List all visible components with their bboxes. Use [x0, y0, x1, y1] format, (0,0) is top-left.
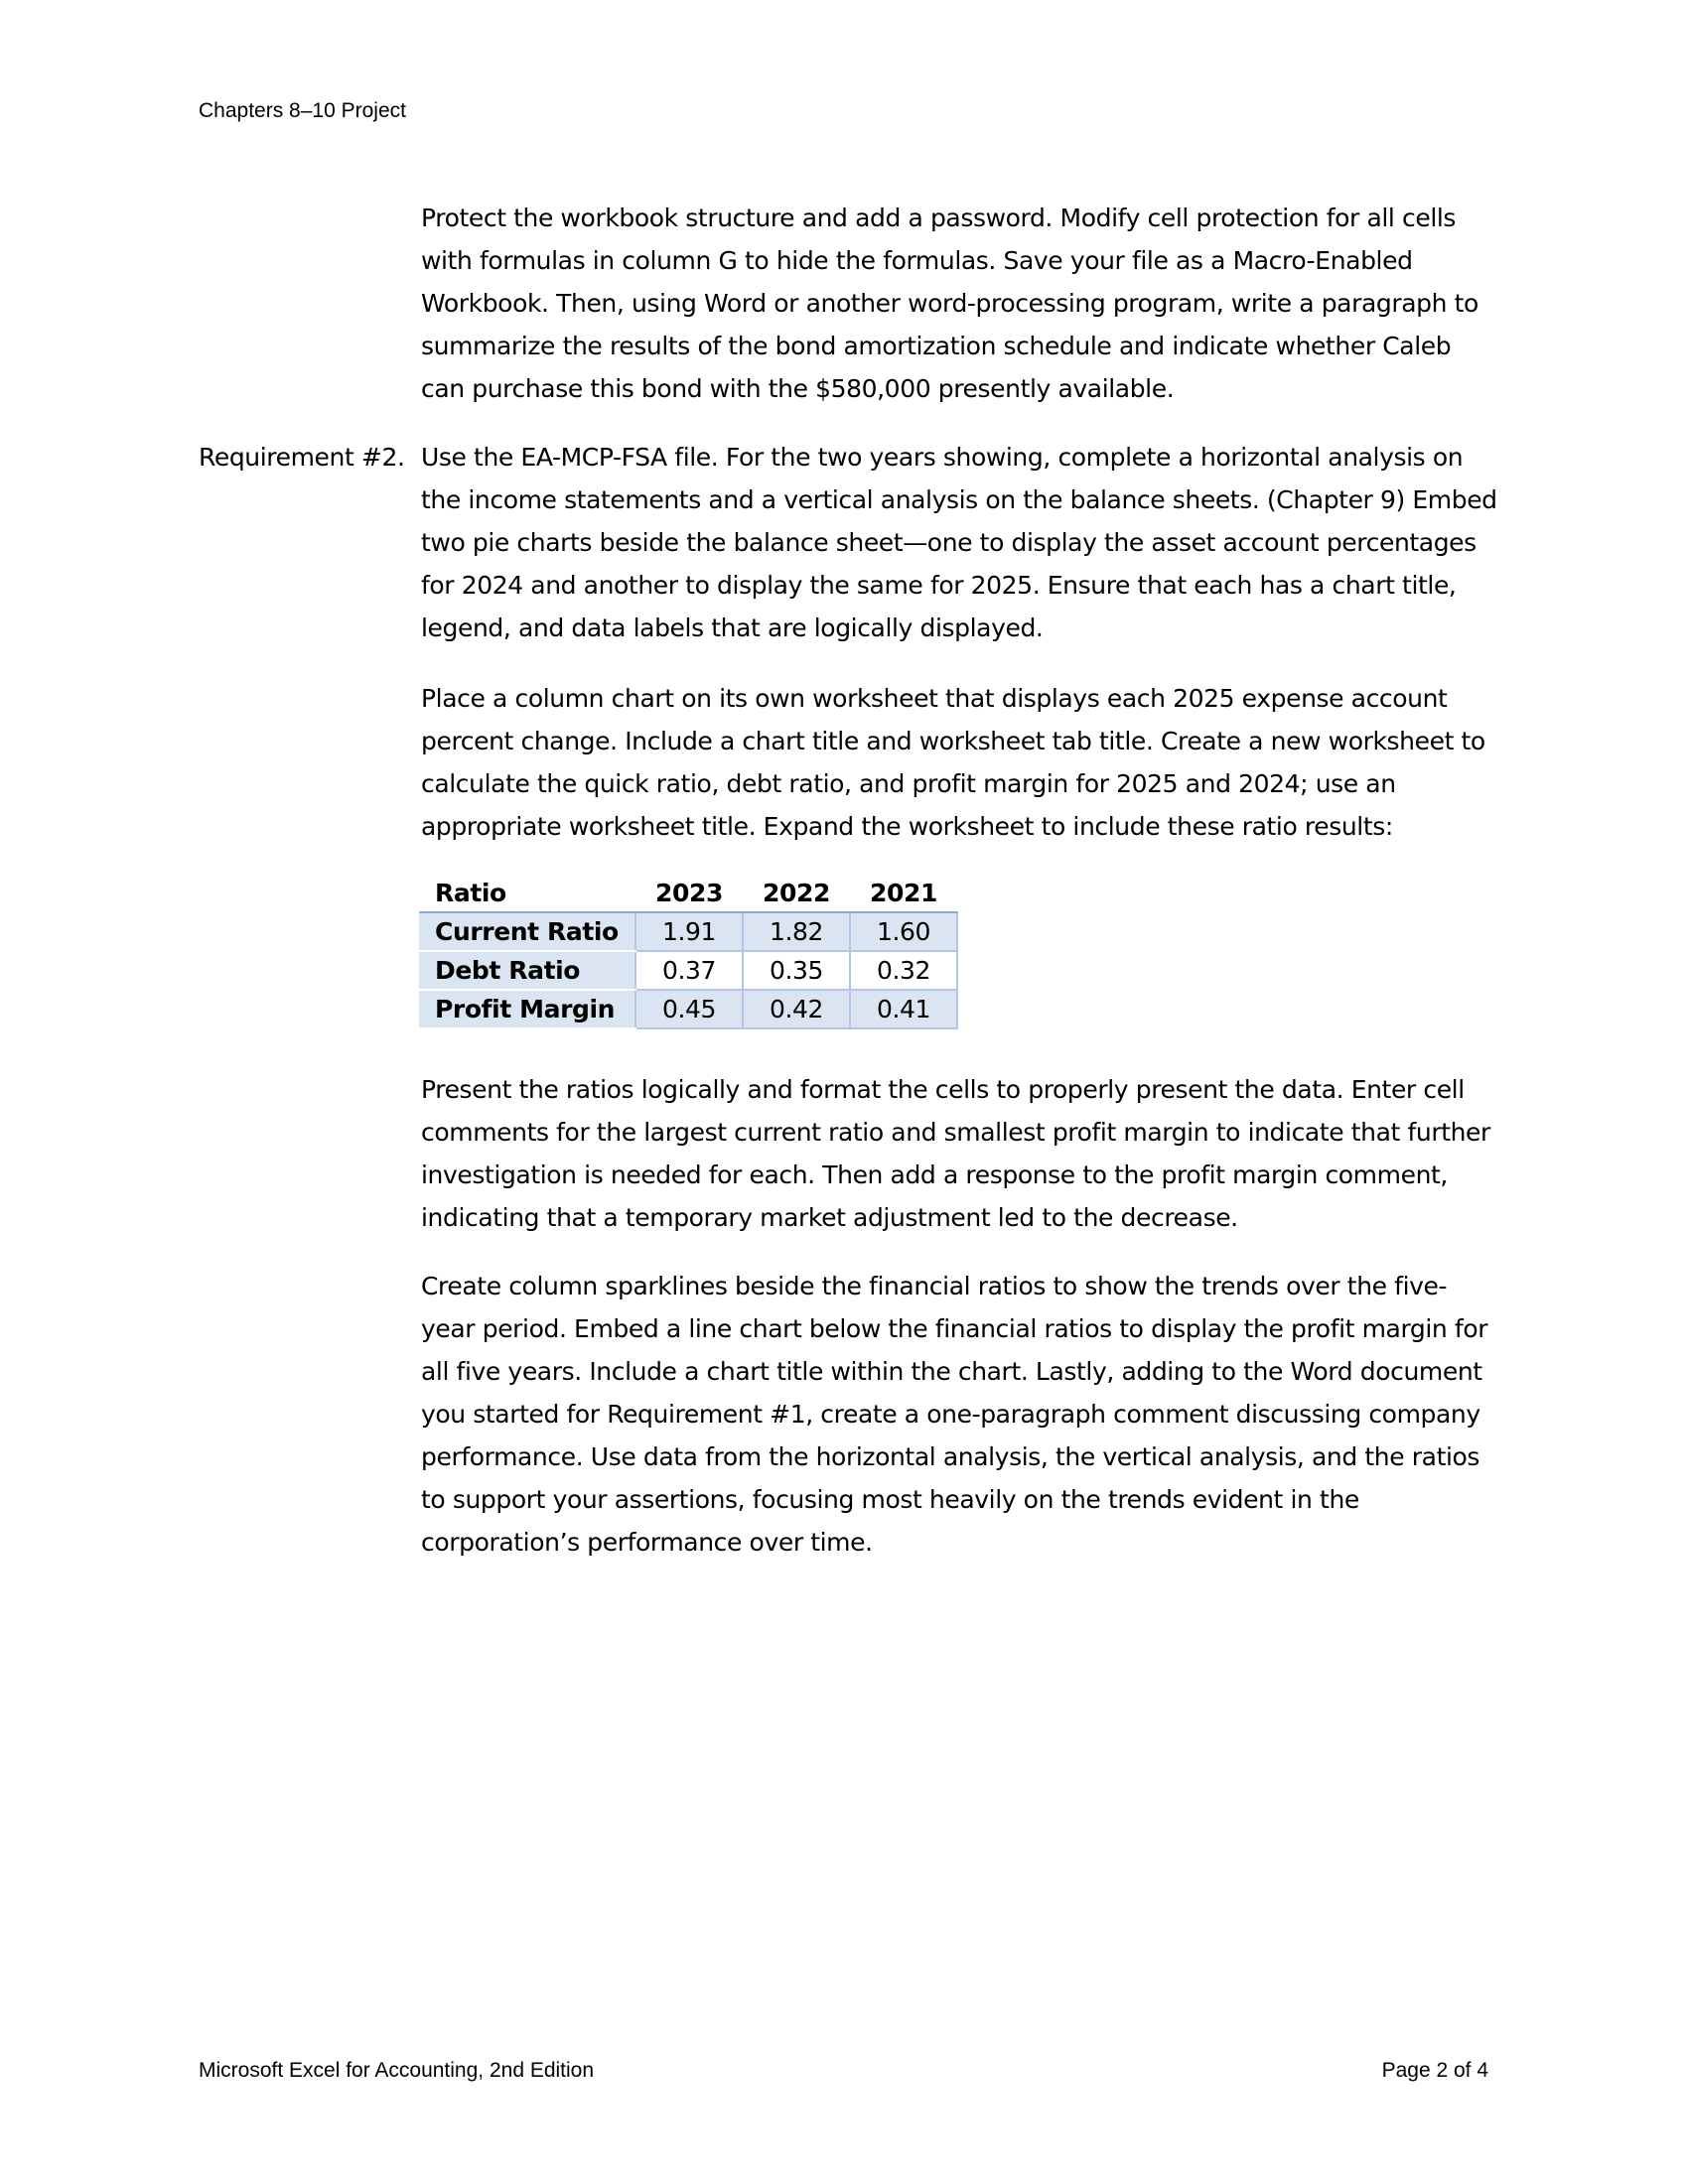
- requirement-2-label: Requirement #2.: [199, 443, 405, 472]
- ratio-table-header-ratio: Ratio: [419, 875, 635, 912]
- table-cell: 0.45: [635, 990, 743, 1028]
- footer-book-title: Microsoft Excel for Accounting, 2nd Edition: [199, 2059, 595, 2082]
- table-cell: 1.60: [850, 912, 957, 951]
- table-cell: 0.41: [850, 990, 957, 1028]
- ratio-table-header-year: 2021: [850, 875, 957, 912]
- table-cell: 0.32: [850, 951, 957, 990]
- paragraph-requirement-2: Use the EA-MCP-FSA file. For the two years showing, complete a horizontal analysis on the income statements and a vertical analysis on the balance sheets. (Chapter 9) Embed two pie charts beside the balance sheet—one to display the asset account percentages for 2024 and another to display the same for 2025. Ensure that each has a chart title, legend, and data labels that are logically displayed.: [421, 443, 1497, 642]
- paragraph-column-chart: Place a column chart on its own worksheet that displays each 2025 expense account percent change. Include a chart title and worksheet tab title. Create a new worksheet to calculate the quick ratio, debt ratio, and profit margin for 2025 and 2024; use an appropriate worksheet title. Expand the worksheet to include these ratio results:: [421, 684, 1485, 841]
- table-cell: 0.42: [743, 990, 850, 1028]
- row-label-profit-margin: Profit Margin: [419, 990, 635, 1028]
- ratio-table-header-year: 2023: [635, 875, 743, 912]
- footer-page-number: Page 2 of 4: [1381, 2059, 1488, 2082]
- table-cell: 0.37: [635, 951, 743, 990]
- row-label-current-ratio: Current Ratio: [419, 912, 635, 951]
- ratio-table-header-year: 2022: [743, 875, 850, 912]
- table-row: [419, 951, 957, 990]
- ratio-table-header-row: [419, 875, 957, 912]
- ratio-table: [419, 875, 958, 1029]
- paragraph-protect-workbook: Protect the workbook structure and add a password. Modify cell protection for all cells with formulas in column G to hide the formulas. Save your file as a Macro-Enabled Workbook. Then, using Word or another word-processing program, write a paragraph to summarize the results of the bond amortization schedule and indicate whether Caleb can purchase this bond with the $580,000 presently available.: [421, 204, 1478, 403]
- paragraph-sparklines: Create column sparklines beside the financial ratios to show the trends over the five-year period. Embed a line chart below the financial ratios to display the profit margin for all five years. Include a chart title within the chart. Lastly, adding to the Word document you started for Requirement #1, create a one-paragraph comment discussing company performance. Use data from the horizontal analysis, the vertical analysis, and the ratios to support your assertions, focusing most heavily on the trends evident in the corporation’s performance over time.: [421, 1272, 1488, 1557]
- row-label-debt-ratio: Debt Ratio: [419, 951, 635, 990]
- table-row: [419, 912, 957, 951]
- table-row: [419, 990, 957, 1028]
- table-cell: 1.91: [635, 912, 743, 951]
- table-cell: 0.35: [743, 951, 850, 990]
- paragraph-present-ratios: Present the ratios logically and format the cells to properly present the data. Enter cell comments for the largest current ratio and smallest profit margin to indicate that further investigation is needed for each. Then add a response to the profit margin comment, indicating that a temporary market adjustment led to the decrease.: [421, 1075, 1490, 1232]
- table-cell: 1.82: [743, 912, 850, 951]
- running-header: Chapters 8–10 Project: [199, 99, 406, 122]
